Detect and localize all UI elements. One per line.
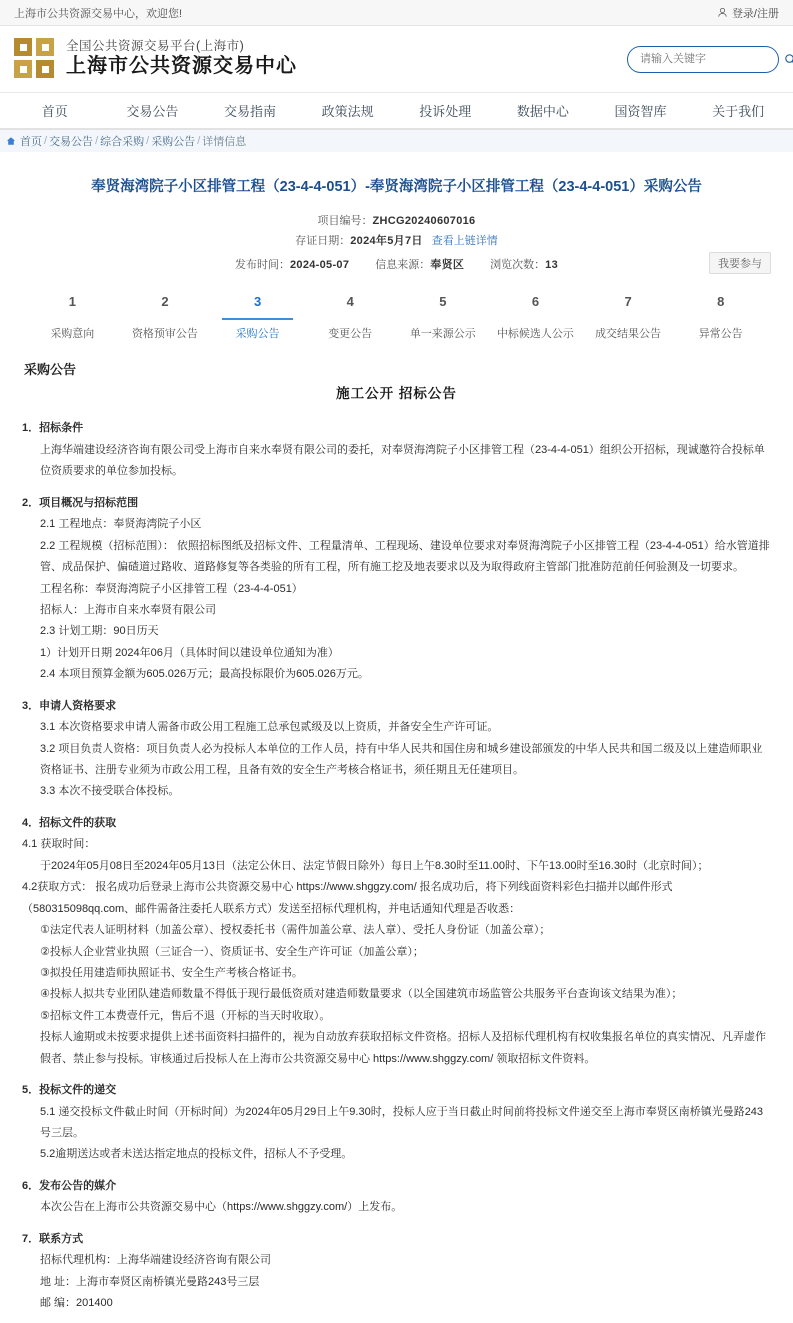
paragraph-4-1: 4.1 获取时间： bbox=[22, 838, 96, 851]
breadcrumb-item-0[interactable]: 首页 bbox=[20, 136, 42, 148]
paragraph-7-3: 邮 编：201400 bbox=[40, 1297, 113, 1310]
notice-heading: 施工公开 招标公告 bbox=[336, 386, 457, 402]
nav-item-think-tank[interactable]: 国资智库 bbox=[614, 104, 667, 119]
views-label: 浏览次数： bbox=[490, 259, 546, 272]
paragraph-4-8: ⑤招标文件工本费壹仟元，售后不退（开标的当天时收取）。 bbox=[40, 1009, 331, 1022]
nav-item-data-center[interactable]: 数据中心 bbox=[516, 104, 569, 119]
nav-item-home[interactable]: 首页 bbox=[41, 104, 68, 119]
step-2-bar bbox=[130, 318, 200, 320]
paragraph-3-2: 3.2 项目负责人资格：项目负责人必为投标人本单位的工作人员，持有中华人民共和国住房和城乡建设部颁发的中华人民共和国二级及以上建造师职业资格证书、注册专业须为市政公用工程，且备有效的安全生产考核合格证书，须任期且无任建项目。 bbox=[40, 742, 763, 777]
step-4[interactable] bbox=[304, 294, 397, 343]
step-4-bar bbox=[315, 318, 385, 320]
login-register-link[interactable]: 登录/注册 bbox=[731, 7, 779, 20]
brand-block bbox=[66, 39, 297, 80]
page-title: 奉贤海湾院子小区排管工程（23-4-4-051）-奉贤海湾院子小区排管工程（23-4-4-051）采购公告 bbox=[91, 179, 702, 195]
source-label: 信息来源： bbox=[375, 259, 431, 272]
paragraph-4-4: ①法定代表人证明材料（加盖公章）、授权委托书（需件加盖公章、法人章）、受托人身份证（加盖公章）； bbox=[40, 924, 551, 937]
paragraph-4-7: ④投标人拟共专业团队建造师数量不得低于现行最低资质对建造师数量要求（以全国建筑市场监管公共服务平台查询该文结果为准）； bbox=[40, 988, 683, 1001]
views-value: 13 bbox=[545, 259, 559, 272]
brand-title: 上海市公共资源交易中心 bbox=[66, 55, 297, 78]
paragraph-7-1: 招标代理机构：上海华端建设经济咨询有限公司 bbox=[40, 1254, 271, 1267]
step-7-number: 7 bbox=[624, 294, 632, 310]
home-icon bbox=[6, 136, 16, 146]
project-no-line bbox=[22, 212, 771, 228]
section-label: 采购公告 bbox=[24, 362, 77, 378]
breadcrumb-item-current: 详情信息 bbox=[202, 136, 247, 148]
step-1-bar bbox=[37, 318, 107, 320]
main-nav bbox=[0, 92, 793, 130]
source bbox=[375, 256, 464, 272]
step-8-label: 异常公告 bbox=[698, 328, 743, 341]
paragraph-2-2: 2.2 工程规模（招标范围）： 依照招标图纸及招标文件、工程量清单、工程现场、建设单位要求对奉贤海湾院子小区排管工程（23-4-4-051）给水管道排管、成品保护、偏碴道过路收、道路修复等各类验的所有工程，所有施工挖及地表要求以及为取得政府主管部门批准防范前任何验测及一切要求。 bbox=[40, 539, 770, 574]
nav-item-announcements[interactable]: 交易公告 bbox=[126, 104, 179, 119]
nav-item-about[interactable]: 关于我们 bbox=[712, 104, 765, 119]
step-6[interactable] bbox=[489, 294, 582, 343]
paragraph-7-2: 地 址：上海市奉贤区南桥镇光曼路243号三层 bbox=[40, 1275, 260, 1288]
publish-time-label: 发布时间： bbox=[234, 259, 290, 272]
step-7[interactable] bbox=[582, 294, 675, 343]
breadcrumb bbox=[0, 130, 793, 152]
step-6-bar bbox=[500, 318, 570, 320]
paragraph-6-1: 本次公告在上海市公共资源交易中心（https://www.shggzy.com/）上发布。 bbox=[40, 1201, 403, 1214]
step-1-number: 1 bbox=[68, 294, 76, 310]
step-5-bar bbox=[408, 318, 478, 320]
paragraph-4-3: 4.2获取方式： 报名成功后登录上海市公共资源交易中心 https://www.shggzy.com/ 报名成功后，将下列线面资料彩色扫描并以邮件形式（580315098qq.com、邮件需备注委托人联系方式）发送至招标代理机构，并电话通知代理是否收悉： bbox=[22, 881, 673, 915]
paragraph-4-6: ③拟投任用建造师执照证书、安全生产考核合格证书。 bbox=[40, 966, 303, 979]
chain-detail-link[interactable]: 查看上链详情 bbox=[431, 235, 498, 248]
valid-date-line bbox=[22, 232, 771, 248]
heading-5: 5．投标文件的递交 bbox=[22, 1084, 117, 1097]
article-container bbox=[0, 152, 793, 1323]
welcome-text: 上海市公共资源交易中心，欢迎您! bbox=[14, 7, 183, 20]
search-input[interactable] bbox=[638, 52, 784, 66]
breadcrumb-item-3[interactable]: 采购公告 bbox=[151, 136, 196, 148]
project-no-value: ZHCG20240607016 bbox=[372, 215, 476, 228]
paragraph-4-9: 投标人逾期或未按要求提供上述书面资料扫描件的，视为自动放弃获取招标文件资格。招标人及招标代理机构有权收集报名单位的真实情况、凡弄虚作假者、禁止参与投标。审核通过后投标人在上海市公共资源交易中心 https://www.shggzy.com/ 领取招标文件资料。 bbox=[40, 1031, 766, 1065]
paragraph-2-5: 2.3 计划工期：90日历天 bbox=[40, 625, 159, 638]
step-7-label: 成交结果公告 bbox=[595, 328, 662, 341]
paragraph-2-1: 2.1 工程地点：奉贤海湾院子小区 bbox=[40, 518, 202, 531]
publish-time-value: 2024-05-07 bbox=[289, 259, 350, 272]
breadcrumb-sep: / bbox=[95, 135, 99, 147]
step-4-label: 变更公告 bbox=[328, 328, 373, 341]
paragraph-5-1: 5.1 递交投标文件截止时间（开标时间）为2024年05月29日上午9.30时，投标人应于当日截止时间前将投标文件递交至上海市奉贤区南桥镇光曼路243号三层。 bbox=[40, 1105, 764, 1140]
login-area[interactable] bbox=[717, 5, 779, 21]
step-3[interactable] bbox=[211, 294, 304, 343]
heading-6: 6．发布公告的媒介 bbox=[22, 1179, 117, 1192]
paragraph-2-4: 招标人：上海市自来水奉贤有限公司 bbox=[40, 603, 216, 616]
platform-logo-icon bbox=[14, 38, 56, 80]
publish-time bbox=[235, 256, 349, 272]
paragraph-2-6: 1）计划开日期 2024年06月（具体时间以建设单位通知为准） bbox=[40, 646, 339, 659]
meta-row bbox=[22, 256, 771, 272]
step-6-number: 6 bbox=[531, 294, 540, 310]
paragraph-4-5: ②投标人企业营业执照（三证合一）、资质证书、安全生产许可证（加盖公章）； bbox=[40, 945, 424, 958]
breadcrumb-sep: / bbox=[44, 135, 48, 147]
step-8[interactable] bbox=[674, 294, 767, 343]
breadcrumb-item-2[interactable]: 综合采购 bbox=[100, 136, 145, 148]
paragraph-2-3: 工程名称：奉贤海湾院子小区排管工程（23-4-4-051） bbox=[40, 582, 303, 595]
step-1-label: 采购意向 bbox=[50, 328, 95, 341]
step-5-label: 单一来源公示 bbox=[409, 328, 476, 341]
step-2-label: 资格预审公告 bbox=[131, 328, 198, 341]
breadcrumb-sep: / bbox=[146, 135, 150, 147]
step-3-bar bbox=[222, 318, 292, 320]
paragraph-3-1: 3.1 本次资格要求申请人需备市政公用工程施工总承包贰级及以上资质，并备安全生产许可证。 bbox=[40, 721, 499, 734]
step-7-bar bbox=[593, 318, 663, 320]
site-header bbox=[0, 26, 793, 92]
step-8-bar bbox=[685, 318, 755, 320]
heading-1: 1．招标条件 bbox=[22, 422, 84, 435]
paragraph-2-7: 2.4 本项目预算金额为605.026万元；最高投标限价为605.026万元。 bbox=[40, 668, 369, 681]
progress-steps bbox=[26, 294, 767, 343]
heading-4: 4．招标文件的获取 bbox=[22, 816, 117, 829]
nav-item-complaints[interactable]: 投诉处理 bbox=[419, 104, 472, 119]
paragraph-3-3: 3.3 本次不接受联合体投标。 bbox=[40, 785, 180, 798]
join-button[interactable]: 我要参与 bbox=[709, 252, 771, 274]
paragraph-5-2: 5.2逾期送达或者未送达指定地点的投标文件，招标人不予受理。 bbox=[40, 1148, 353, 1161]
notice-body bbox=[22, 418, 771, 1322]
heading-2: 2．项目概况与招标范围 bbox=[22, 496, 139, 509]
top-bar bbox=[0, 0, 793, 26]
breadcrumb-sep: / bbox=[197, 135, 201, 147]
step-5-number: 5 bbox=[439, 294, 447, 310]
search-box[interactable] bbox=[627, 46, 779, 73]
search-icon[interactable] bbox=[784, 53, 793, 66]
step-5[interactable] bbox=[397, 294, 490, 343]
views bbox=[490, 256, 558, 272]
valid-date-label: 存证日期： bbox=[295, 235, 351, 248]
heading-3: 3．申请人资格要求 bbox=[22, 699, 117, 712]
source-value: 奉贤区 bbox=[430, 259, 465, 272]
valid-date-value: 2024年5月7日 bbox=[350, 235, 423, 248]
step-6-label: 中标候选人公示 bbox=[496, 328, 574, 341]
user-icon bbox=[717, 7, 728, 18]
step-8-number: 8 bbox=[717, 294, 725, 310]
project-no-label: 项目编号： bbox=[317, 215, 373, 228]
step-2[interactable] bbox=[119, 294, 212, 343]
paragraph-1: 上海华端建设经济咨询有限公司受上海市自来水奉贤有限公司的委托，对奉贤海湾院子小区排管工程（23-4-4-051）组织公开招标，现诚邀符合投标单位资质要求的单位参加投标。 bbox=[40, 443, 765, 478]
nav-item-policy[interactable]: 政策法规 bbox=[321, 104, 374, 119]
breadcrumb-item-1[interactable]: 交易公告 bbox=[49, 136, 94, 148]
step-2-number: 2 bbox=[161, 294, 169, 310]
step-1[interactable] bbox=[26, 294, 119, 343]
step-3-number: 3 bbox=[253, 294, 262, 310]
brand-subtitle: 全国公共资源交易平台(上海市) bbox=[66, 38, 245, 53]
step-4-number: 4 bbox=[346, 294, 354, 310]
step-3-label: 采购公告 bbox=[235, 328, 280, 341]
nav-item-guide[interactable]: 交易指南 bbox=[224, 104, 277, 119]
paragraph-4-2: 于2024年05月08日至2024年05月13日（法定公休日、法定节假日除外）每日上午8.30时至11.00时、下午13.00时至16.30时（北京时间）； bbox=[40, 859, 709, 872]
heading-7: 7．联系方式 bbox=[22, 1232, 84, 1245]
